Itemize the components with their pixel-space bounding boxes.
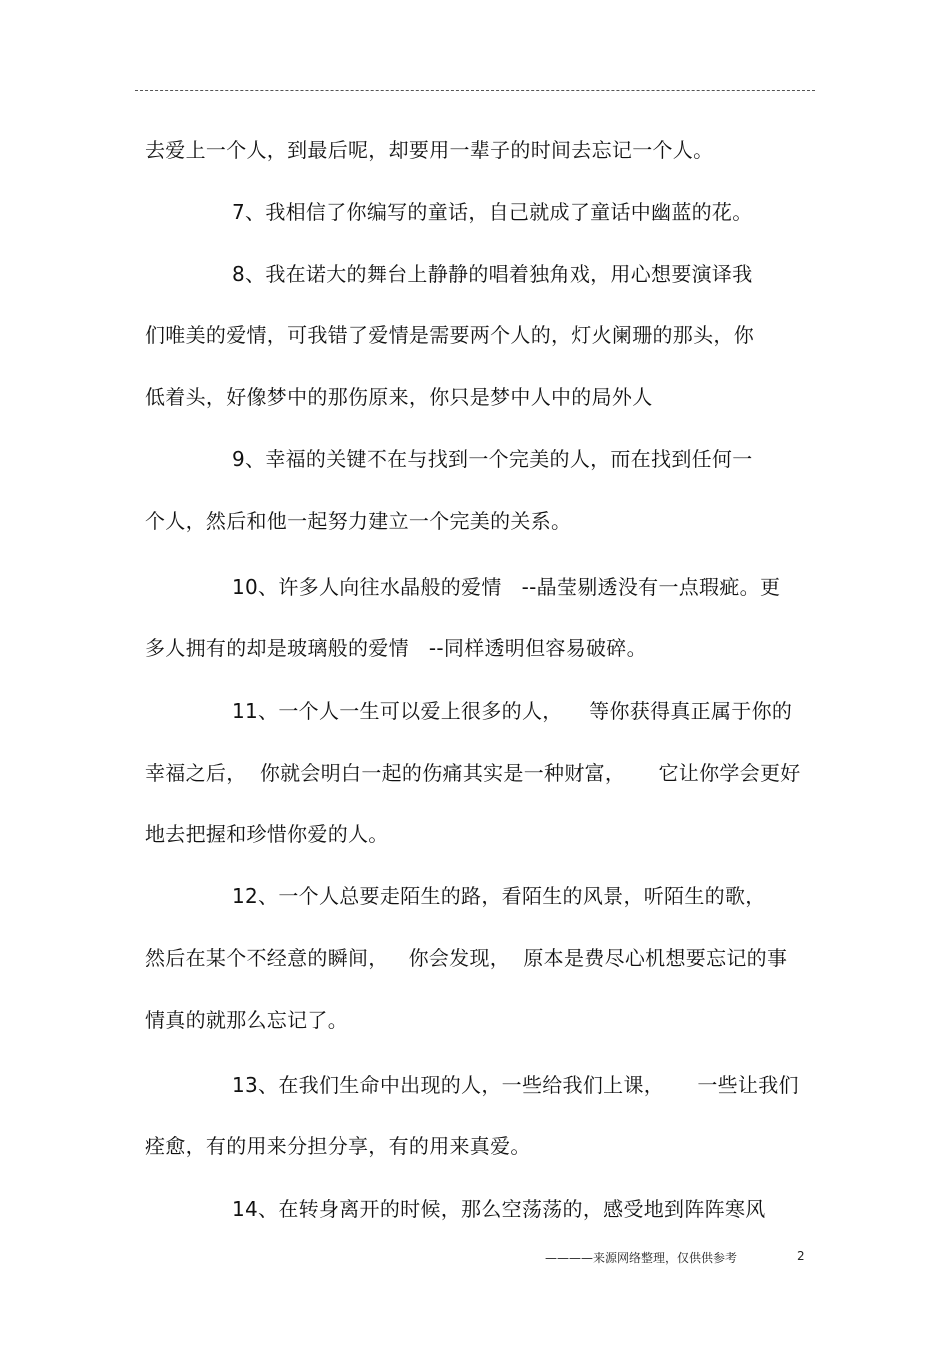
text-line: 13、在我们生命中出现的人，一些给我们上课， 一些让我们	[232, 1073, 799, 1097]
text-line: 8、我在诺大的舞台上静静的唱着独角戏，用心想要演译我	[232, 262, 753, 286]
text-line: 去爱上一个人，到最后呢，却要用一辈子的时间去忘记一个人。	[145, 138, 714, 162]
text-line: 痊愈，有的用来分担分享，有的用来真爱。	[145, 1134, 531, 1158]
text-line: 幸福之后， 你就会明白一起的伤痛其实是一种财富， 它让你学会更好	[145, 761, 801, 785]
text-line: 们唯美的爱情，可我错了爱情是需要两个人的，灯火阑珊的那头，你	[145, 323, 754, 347]
text-line: 14、在转身离开的时候，那么空荡荡的，感受地到阵阵寒风	[232, 1197, 766, 1221]
text-line: 低着头，好像梦中的那伤原来，你只是梦中人中的局外人	[145, 385, 653, 409]
footer-source-note: ————来源网络整理，仅供供参考	[545, 1251, 738, 1265]
text-line: 7、我相信了你编写的童话，自己就成了童话中幽蓝的花。	[232, 200, 753, 224]
page-number: 2	[797, 1249, 805, 1263]
text-line: 12、一个人总要走陌生的路，看陌生的风景，听陌生的歌，	[232, 884, 766, 908]
text-line: 多人拥有的却是玻璃般的爱情 --同样透明但容易破碎。	[145, 636, 647, 660]
text-line: 9、幸福的关键不在与找到一个完美的人，而在找到任何一	[232, 447, 753, 471]
text-line: 11、一个人一生可以爱上很多的人， 等你获得真正属于你的	[232, 699, 793, 723]
text-line: 地去把握和珍惜你爱的人。	[145, 822, 389, 846]
text-line: 然后在某个不经意的瞬间， 你会发现， 原本是费尽心机想要忘记的事	[145, 946, 788, 970]
text-line: 10、许多人向往水晶般的爱情 --晶莹剔透没有一点瑕疵。更	[232, 575, 781, 599]
text-line: 情真的就那么忘记了。	[145, 1008, 348, 1032]
text-line: 个人，然后和他一起努力建立一个完美的关系。	[145, 509, 572, 533]
header-rule	[135, 90, 815, 91]
